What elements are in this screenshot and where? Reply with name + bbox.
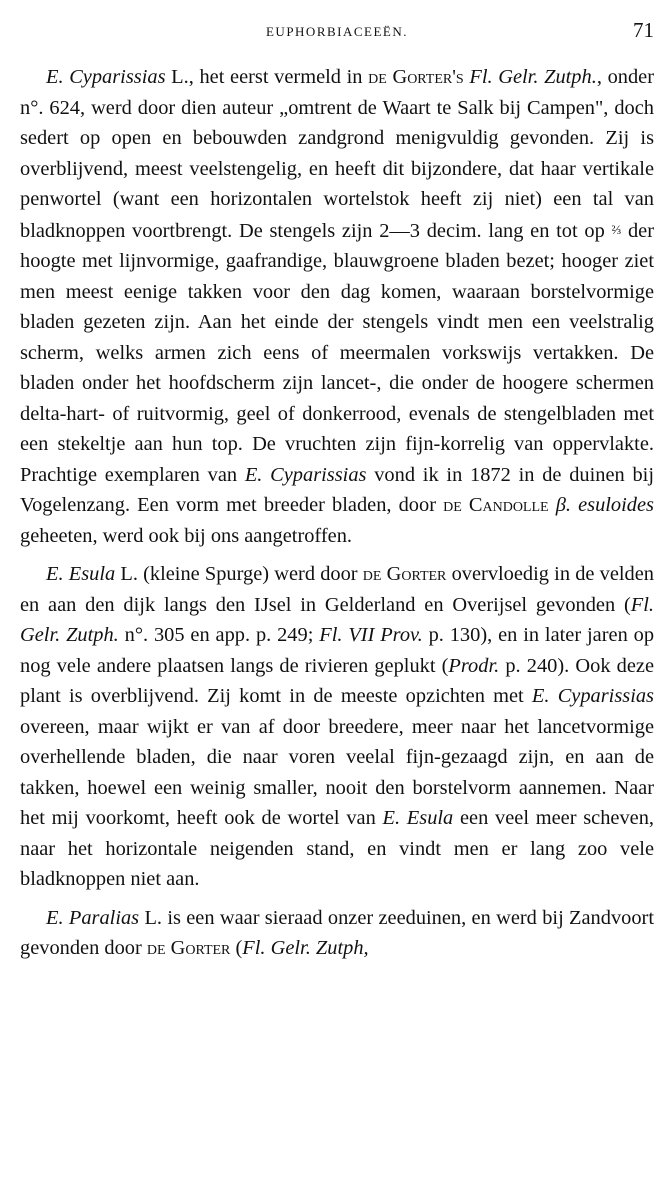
italic-text: E. Cyparissias	[46, 66, 166, 88]
italic-text: Fl. Gelr. Zutph,	[242, 937, 369, 959]
italic-text: E. Esula	[46, 563, 116, 585]
paragraph-cyparissias	[20, 62, 654, 551]
text-run: L. is een waar sieraad onzer zeeduinen, en werd bij Zandvoort gevonden door	[20, 906, 654, 959]
text-run: L. (kleine Spurge) werd door	[115, 563, 363, 585]
text-run: n°. 305 en app. p. 249;	[118, 624, 320, 646]
italic-text: E. Cyparissias	[244, 463, 367, 486]
small-caps-name: de Gorter	[146, 937, 231, 959]
text-run: overvloedig in de velden en aan den dijk langs den IJsel in Gelderland en Overijsel gevonden (	[20, 563, 654, 616]
text-run: (	[230, 937, 243, 959]
text-run: overeen, maar wijkt er van af door breedere, meer naar het lancetvormige overhellende bladen, die naar voren veelal fijn-gezaagd zijn, en aan de takken, hoewel een weinig smaller, nooit den borstelvorm aannemen. Naar het mij voorkomt, heeft ook de wortel van	[20, 715, 654, 829]
text-run: een veel meer scheven, naar het horizontale neigenden stand, en vindt men er lang zoo vele bladknoppen niet aan.	[20, 807, 654, 890]
body-text	[20, 62, 654, 964]
italic-text: Prodr.	[448, 654, 500, 677]
book-page	[20, 0, 654, 1200]
text-run	[549, 494, 556, 516]
text-run: p. 240). Ook deze plant is overblijvend. Zij komt in de meeste opzichten met	[20, 654, 654, 707]
paragraph-paralias	[20, 903, 654, 964]
italic-text: E. Esula	[382, 807, 454, 829]
page-number: 71	[633, 18, 654, 42]
small-caps-name: de Gorter	[362, 563, 447, 585]
italic-text: E. Cyparissias	[531, 685, 654, 707]
text-run: geheeten, werd ook bij ons aangetroffen.	[20, 524, 352, 547]
text-run: vond ik in 1872 in de duinen bij Vogelenzang. Een vorm met breeder bladen, door	[20, 463, 654, 516]
fraction: ⅔	[611, 221, 622, 237]
italic-text: Fl. VII Prov.	[319, 624, 423, 646]
text-run: der hoogte met lijnvormige, gaafrandige, blauwgroene bladen bezet; hooger ziet men meest eenige takken voor den dag komen, waaraan borstelvormige bladen gezeten zijn. Aan het einde der stengels vindt men een veelstralig scherm, welks armen zich eens of meermalen vorkswijs vertakken. De bladen onder het hoofdscherm zijn lancet-, die onder de hoogere schermen delta-hart- of ruitvormig, geel of donkerrood, evenals de stengelbladen met een stekeltje aan hun top. De vruchten zijn fijn-korrelig van oppervlakte. Prachtige exemplaren van	[20, 219, 654, 486]
small-caps-name: de Gorter's	[368, 66, 464, 88]
text-run: L., het eerst vermeld in	[165, 66, 369, 88]
italic-text: Fl. Gelr. Zutph.	[20, 593, 654, 646]
small-caps-name: de Candolle	[443, 494, 549, 516]
text-run: , onder n°. 624, werd door dien auteur „omtrent de Waart te Salk bij Campen", doch sedert op open en bebouwden zandgrond menigvuldig gevonden. Zij is overblijvend, meest veelstengelig, en heeft dit bijzondere, dat haar vertikale penwortel (want een horizontalen wortelstok heeft zij niet) een tal van bladknoppen voortbrengt. De stengels zijn 2—3 decim. lang en tot op	[20, 66, 654, 242]
paragraph-esula	[20, 559, 654, 895]
page-header	[20, 0, 654, 62]
running-head: EUPHORBIACEEËN.	[265, 24, 409, 39]
italic-text: β. esuloides	[555, 494, 654, 516]
italic-text: Fl. Gelr. Zutph.	[469, 66, 597, 88]
text-run: p. 130), en in later jaren op nog vele andere plaatsen langs de rivieren geplukt (	[20, 624, 655, 677]
italic-text: E. Paralias	[46, 906, 140, 929]
